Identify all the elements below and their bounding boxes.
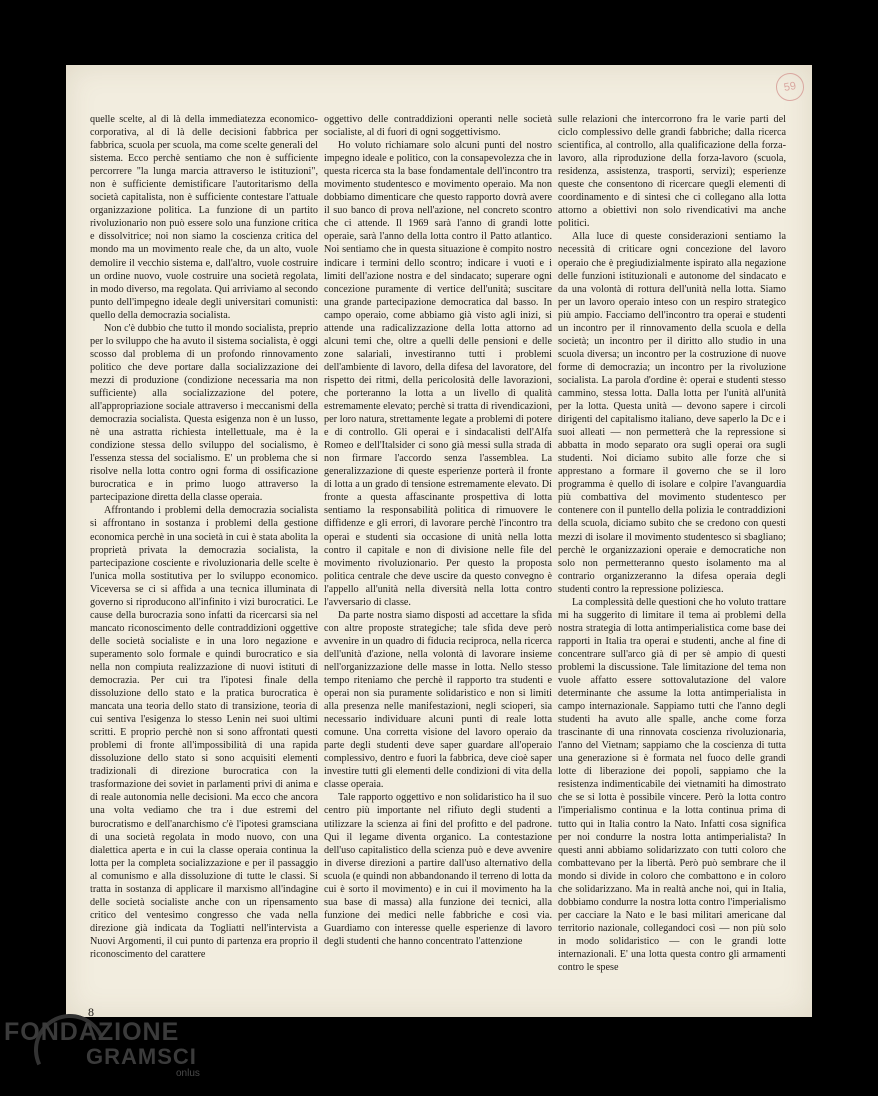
logo-text-line1: FONDAZIONE (4, 1018, 180, 1046)
logo-text-onlus: onlus (176, 1068, 200, 1079)
paragraph: La complessità delle questioni che ho voluto trattare mi ha suggerito di limitare il tema ai problemi della nostra strategia di lotta antimperialistica come base dei rapporti in Italia tra operai e studenti, anche al fine di concentrare sull'arco già di per sè ampio di questi problemi la discussione. Tale limitazione del tema non vuole affatto essere sottovalutazione del valore determinante che assume la lotta antimperialista in campo internazionale. Sappiamo tutti che l'anno degli studenti ha avuto alle spalle, anche come forza trascinante di una rinnovata coscienza rivoluzionaria, l'anno del Vietnam; sappiamo che la coscienza di tutta una generazione si è formata nel fuoco delle grandi lotte di liberazione dei popoli, sappiamo che la resistenza indimenticabile dei vietnamiti ha dimostrato che se si lotta è possibile vincere. Però la lotta contro l'imperialismo continua e la lotta continua prima di tutto qui in Italia contro la Nato. Infatti cosa significa per noi condurre la nostra lotta antimperialista? In questi anni abbiamo solidarizzato con tutti coloro che combattevano per la libertà. Però può sembrare che il mondo si divide in coloro che combattono e in coloro che solidarizzano. Ma in realtà anche noi, qui in Italia, dobbiamo condurre la nostra lotta contro l'imperialismo per cacciare la Nato e le basi militari americane dal territorio nazionale, collegandoci così — non più solo in modo solidaristico — con le grandi lotte internazionali. E' una lotta questa contro gli armamenti contro le spese (558, 596, 786, 973)
text-column-1 (90, 113, 318, 973)
page-number: 8 (88, 1005, 94, 1019)
paragraph: sulle relazioni che intercorrono fra le varie parti del ciclo complessivo delle grandi fabbriche; dalla ricerca scientifica, al controllo, alla qualificazione della forza-lavoro, alla riproduzione della forza-lavoro (scuola, residenza, assistenza, trasporti, servizi); esperienze queste che consentono di ricercare quegli elementi di coordinamento e di sintesi che ci collegano alla lotta attorno a obiettivi non solo rivendicativi ma anche politici. (558, 114, 786, 230)
text-column-2 (324, 113, 552, 973)
paragraph: Non c'è dubbio che tutto il mondo socialista, preprio per lo sviluppo che ha avuto il sistema socialista, è oggi scosso dal problema di un profondo rinnovamento politico che deve portare dalla socializzazione dei mezzi di produzione (condizione necessaria ma non sufficiente) alla socializzazione del potere, all'appropriazione sociale attraverso i meccanismi della democrazia socialista. Questa esigenza non è un lusso, nè una astratta richiesta intellettuale, ma è la condizione stessa dello sviluppo del socialismo, è l'essenza stessa del socialismo. E' un problema che si risolve nella lotta contro ogni forma di ossificazione burocratica e in primo luogo attraverso la partecipazione diretta della classe operaia. (90, 322, 318, 504)
paragraph: Da parte nostra siamo disposti ad accettare la sfida con altre proposte strategiche; tale sfida deve però avvenire in un quadro di fiducia reciproca, nella ricerca dell'unità d'azione, nella volontà di lavorare insieme nell'organizzazione delle masse in lotta. Nello stesso tempo riteniamo che perchè il rapporto tra studenti e operai non sia puramente solidaristico e non si limiti alla presenza nelle manifestazioni, negli scioperi, sia necessario individuare alcuni punti di reale lotta comune. Una corretta visione del lavoro operaio da parte degli studenti deve saper guardare all'operaio complessivo, dentro e fuori la fabbrica, deve cioè saper investire tutti gli elementi delle condizioni di vita della classe operaia. (324, 609, 552, 791)
paragraph: Alla luce di queste considerazioni sentiamo la necessità di criticare ogni concezione del lavoro operaio che è pregiudizialmente ispirato alla negazione delle funzioni istituzionali e autonome del sindacato e da una volontà di rottura dell'unità nella lotta. Siamo per un lavoro operaio inteso con un respiro strategico più ampio. Facciamo dell'incontro tra operai e studenti un incontro per il rinnovamento della scuola e della società; un incontro per il diritto allo studio in una scuola diversa; un incontro per la costruzione di nuove forme di democrazia; un incontro per la rivoluzione socialista. La parola d'ordine è: operai e studenti stesso cammino, stessa lotta. Dalla lotta per l'unità all'unità per la lotta. Questa unità — devono sapere i circoli dirigenti del capitalismo italiano, deve saperlo la Dc e i suoi alleati — non permetterà che la repressione si abbatta in modo separato ora sugli operai ora sugli studenti. Noi diciamo subito alle forze che si apprestano a formare il governo che se il loro programma è quello di isolare e colpire l'avanguardia più combattiva del movimento studentesco per contenere con il puntello della polizia le contraddizioni della scuola, diciamo subito che se credono con questi mezzi di isolare il movimento studentesco si sbagliano; perchè le organizzazioni operaie e democratiche non solo non permetteranno questo isolamento ma al contrario organizzeranno la difesa operaia degli studenti contro la repressione poliziesca. (558, 231, 786, 595)
paragraph: Ho voluto richiamare solo alcuni punti del nostro impegno ideale e politico, con la consapevolezza che in questa ricerca sta la base fondamentale dell'incontro tra movimento studentesco e movimento operaio. Ma non dobbiamo dimenticare che questo rapporto dovrà avere il suo banco di prova nell'azione, nel concreto scontro che ci attende. Il 1969 sarà l'anno di grandi lotte operaie, sarà l'anno della lotta contro il Patto atlantico. Noi sentiamo che in questa situazione è compito nostro indicare i termini dello scontro; indicare i vuoti e i limiti dell'azione nostra e del sindacato; superare ogni concezione puramente di vertice dell'unità; suscitare una grande partecipazione democratica dal basso. In campo operaio, come abbiamo già visto agli inizi, si attende una radicalizzazione della lotta attorno ad alcuni temi che, oltre a quelli delle pensioni e delle zone salariali, investiranno tutti i problemi dell'ambiente di lavoro, della difesa del lavoratore, del rispetto dei ritmi, della pericolosità delle lavorazioni, che porteranno la lotta a un livello di qualità estremamente elevato; perchè si tratta di rivendicazioni, per loro natura, strettamente legate a problemi di potere e di controllo. Gli operai e i sindacalisti dell'Alfa Romeo e dell'Italsider ci sono già messi sulla strada di non firmare l'accordo senza l'assemblea. La generalizzazione di queste esperienze porterà il fronte di lotta a un grado di tensione estremamente elevato. Di fronte a questa affascinante prospettiva di lotta sentiamo la responsabilità politica di rimuovere le diffidenze e gli errori, di lavorare perchè l'incontro tra operai e studenti sia occasione di unità nella lotta contro il capitale e non di divisione nelle file del movimento rivoluzionario. Per questo la proposta politica centrale che deve uscire da questo convegno è l'appello all'unità nella diversità nella lotta contro l'avversario di classe. (324, 140, 552, 608)
paragraph: Tale rapporto oggettivo e non solidaristico ha il suo centro più importante nel rifiuto degli studenti a utilizzare la scienza ai fini del profitto e del padrone. Qui il legame diventa organico. La contestazione dell'uso capitalistico della scienza può e deve avvenire in diverse direzioni a partire dall'uso alternativo della scuola (e quindi non abbandonando il terreno di lotta da cui è sorto il movimento) e in cui il movimento ha la sua base di massa) alla funzione dei tecnici, alla funzione dei medici nelle fabbriche e così via. Guardiamo con interesse quelle esperienze di lavoro degli studenti che hanno concentrato l'attenzione (324, 792, 552, 947)
paragraph: Affrontando i problemi della democrazia socialista si affrontano in sostanza i problemi della gestione economica perchè in una società in cui è stata abolita la proprietà privata la democrazia socialista, la partecipazione cosciente e rivoluzionaria delle scelte è l'unica molla sostitutiva per lo sviluppo economico. Viceversa se ci si affida a una tecnica illuminata di governo si riproducono all'infinito i vizi burocratici. Le cause della burocrazia sono infatti da ricercarsi sia nel mancato riconoscimento delle contraddizioni oggettive delle società socialiste e in una loro negazione e superamento solo formale e quindi burocratico e sia nella non compiuta realizzazione di nuovi istituti di democrazia. Per cui tra l'ipotesi finale della dissoluzione dello stato e la pratica burocratica è mancata una teoria dello stato di transizione, teoria di cui sentiva l'esigenza lo stesso Lenin nei suoi ultimi scritti. E proprio perchè non si sono affrontati questi problemi di fronte all'impossibilità di una rapida dissoluzione dello stato si sono acquisiti elementi tradizionali di direzione burocratica con la trasformazione dei soviet in parlamenti privi di anima e di reale autonomia nelle decisioni. Ma ecco che ancora una volta vediamo che tra i due estremi del burocratismo e dell'anarchismo c'è l'ipotesi gramsciana di una società regolata in modo nuovo, con una dialettica aperta e in cui la classe operaia continua la lotta per la completa socializzazione e per il passaggio al comunismo e alla dissoluzione di tutte le classi. Si tratta in sostanza di applicare il marxismo all'indagine delle società socialiste anche con un ripensamento critico del ventesimo congresso che vada nella direzione già indicata da Togliatti nell'intervista a Nuovi Argomenti, il cui punto di partenza era proprio il riconoscimento del carattere (90, 505, 318, 960)
fondazione-gramsci-logo (0, 1008, 260, 1080)
text-column-3 (558, 113, 786, 973)
paragraph: quelle scelte, al di là della immediatezza economico-corporativa, al di là delle decisioni fabbrica per fabbrica, scuola per scuola, ma come scelte generali del sistema. Ecco perchè sentiamo che non è sufficiente percorrere "la lunga marcia attraverso le istituzioni", non è sufficiente demistificare l'autoritarismo della società capitalista, non è sufficiente contestare l'attuale organizzazione politica. La funzione di un partito rivoluzionario non può essere solo una funzione critica e dissolvitrice; noi non siamo la coscienza critica del mondo ma un movimento reale che, da un alto, vuole demolire il vecchio sistema e, dall'altro, vuole costruire un ordine nuovo, vuole costruire una società regolata, in modo diverso, ma regolata. Qui arriviamo al secondo punto dell'impegno ideale degli universitari comunisti: quello della democrazia socialista. (90, 114, 318, 321)
document-page (66, 65, 812, 1017)
logo-text-line2: GRAMSCI (86, 1044, 197, 1069)
archive-stamp: 59 (774, 71, 806, 103)
paragraph: oggettivo delle contraddizioni operanti nelle società socialiste, al di fuori di ogni soggettivismo. (324, 114, 552, 139)
